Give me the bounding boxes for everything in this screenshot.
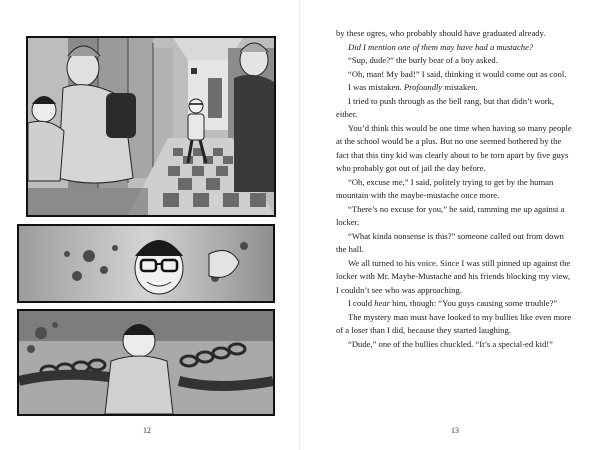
paragraph (336, 203, 572, 230)
text-run: “There’s no excuse for you,” he said, ramming me up against a locker. (336, 203, 565, 227)
paragraph (336, 54, 572, 68)
text-run: I was mistaken. (348, 82, 404, 92)
paragraph (336, 41, 572, 55)
text-run: I could (348, 298, 375, 308)
text-run: “Dude,” one of the bullies chuckled. “It’s a special-ed kid!” (348, 338, 553, 349)
text-run: by these ogres, who probably should have graduated already. (336, 28, 546, 38)
paragraph (336, 68, 572, 82)
paragraph (336, 311, 572, 338)
text-run: “What kinda nonsense is this?” someone called out from down the hall. (336, 230, 564, 254)
splash-illustration (19, 226, 273, 301)
action-illustration (19, 311, 273, 414)
illustration-panel-action (17, 309, 275, 416)
italic-text: hear (374, 298, 391, 308)
paragraph (336, 176, 572, 203)
text-run: I tried to push through as the bell rang, but that didn’t work, either. (336, 95, 555, 119)
paragraph (336, 257, 572, 298)
illustration-panel-hallway (26, 36, 276, 217)
paragraph (336, 27, 572, 41)
text-run: “Oh, man! My bad!” I said, thinking it would come out as cool. (348, 68, 567, 79)
paragraph (336, 95, 572, 122)
page-number-left: 12 (143, 426, 151, 435)
paragraph (336, 81, 572, 95)
text-run: You’d think this would be one time when having so many people at the school would be a plus. But no one seemed bothered by the fact that this tiny kid was clearly about to be torn apart by five guys who probably got out of jail the day before. (336, 122, 572, 173)
paragraph (336, 338, 572, 352)
text-run: him, though: “You guys causing some trouble?” (390, 298, 558, 308)
italic-text: Did I mention one of them may have had a mustache? (348, 41, 534, 52)
text-run: “Oh, excuse me,” I said, politely trying to get by the human mountain with the maybe-mustache once more. (336, 176, 554, 200)
paragraph (336, 297, 572, 311)
text-run: We all turned to his voice. Since I was still pinned up against the locker with Mr. Maybe-Mustache and his friends blocking my view, I couldn’t see who was approaching. (336, 257, 571, 295)
paragraph (336, 230, 572, 257)
italic-text: Profoundly (403, 82, 443, 92)
text-run: mistaken. (442, 82, 478, 92)
hallway-illustration (28, 38, 274, 215)
body-text (336, 27, 572, 351)
paragraph (336, 122, 572, 176)
illustration-panel-splash (17, 224, 275, 303)
text-run: The mystery man must have looked to my bullies like even more of a loser than I did, because they started laughing. (336, 311, 572, 335)
text-run: “Sup, dude?” the burly bear of a boy asked. (348, 55, 498, 65)
page-number-right: 13 (451, 426, 459, 435)
